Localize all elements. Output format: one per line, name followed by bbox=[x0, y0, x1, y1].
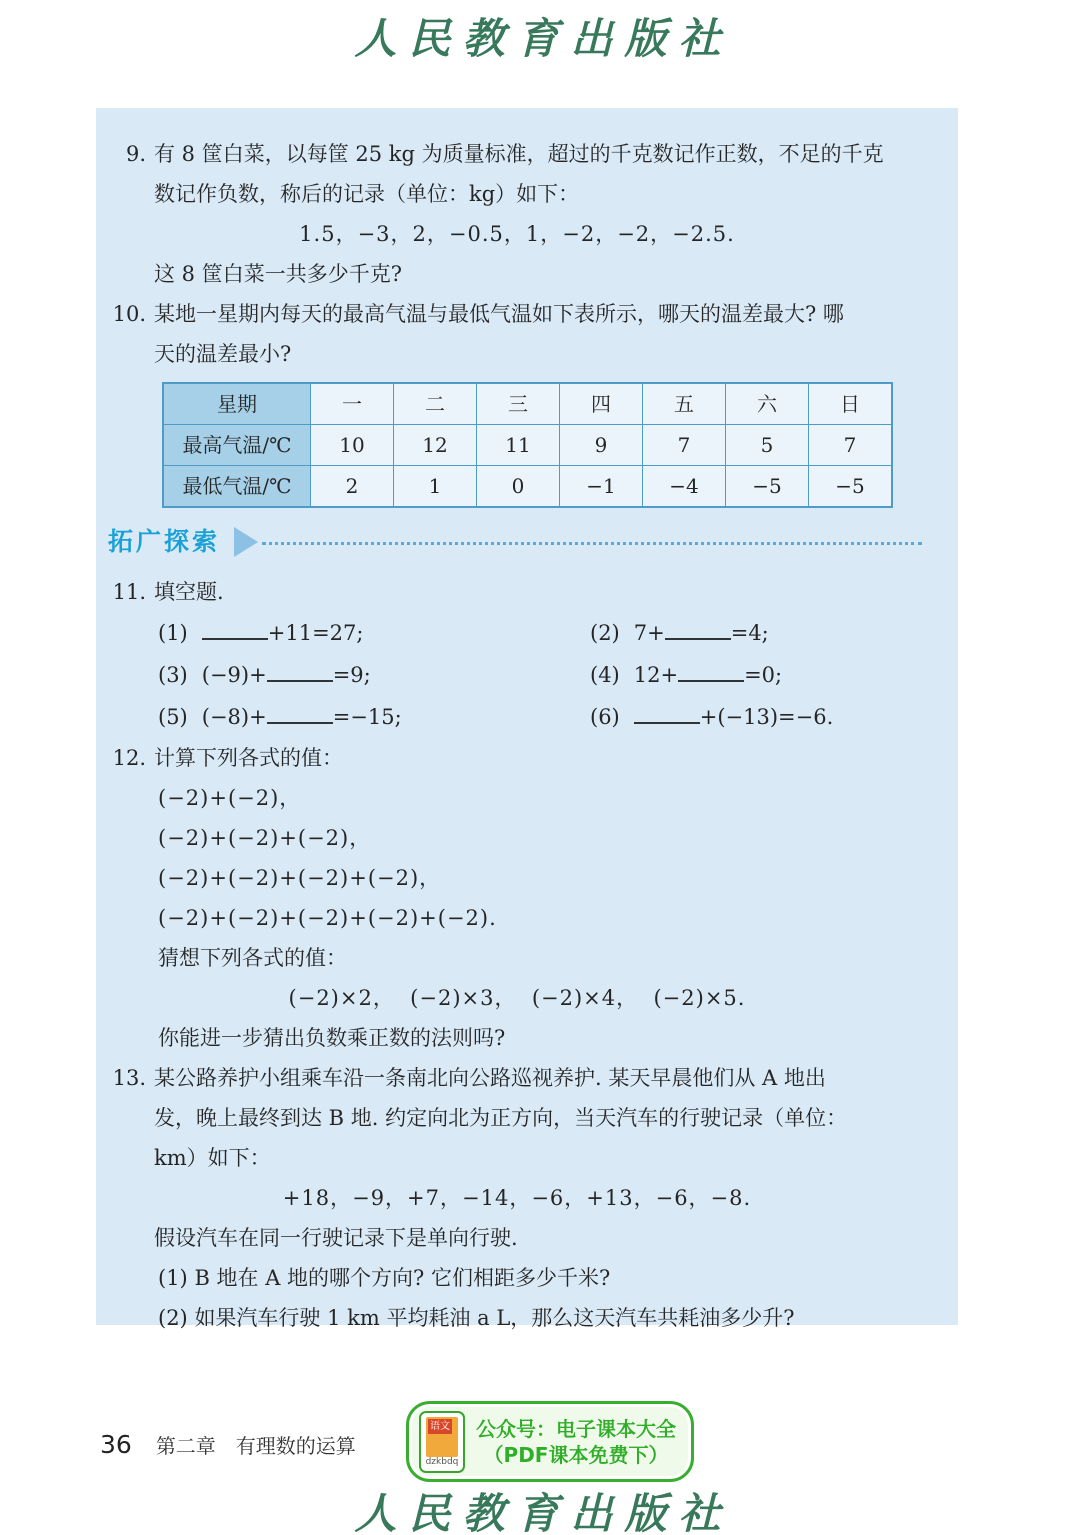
exercise-10-line2: 天的温差最小? bbox=[154, 342, 292, 366]
page-footer bbox=[100, 1430, 356, 1459]
item-after: +(−13)=−6. bbox=[699, 705, 834, 729]
table-cell: −4 bbox=[643, 466, 726, 508]
exercise-12-expr-1: (−2)+(−2)， bbox=[158, 786, 302, 810]
table-cell: 5 bbox=[726, 425, 809, 466]
item-after: =−15; bbox=[332, 705, 402, 729]
exercise-12-guess-label: 猜想下列各式的值： bbox=[158, 946, 347, 970]
exercise-13-q2 bbox=[158, 1298, 922, 1338]
item-label: (6) bbox=[590, 705, 620, 729]
exercise-12-expr-3: (−2)+(−2)+(−2)+(−2)， bbox=[158, 866, 442, 890]
exercise-12-title bbox=[112, 738, 922, 778]
exercise-number: 13. bbox=[112, 1066, 146, 1090]
exercise-9-values: 1.5，−3，2，−0.5，1，−2，−2，−2.5. bbox=[299, 222, 735, 246]
table-header-row bbox=[163, 383, 892, 425]
table-header-cell: 三 bbox=[477, 383, 560, 425]
exercise-9-line1 bbox=[112, 134, 922, 174]
item-after: +11=27; bbox=[267, 621, 364, 645]
fill-blank-grid bbox=[158, 612, 922, 738]
table-cell: −5 bbox=[726, 466, 809, 508]
table-header-cell: 一 bbox=[311, 383, 394, 425]
exercise-13-q1 bbox=[158, 1258, 922, 1298]
item-before: (−8)+ bbox=[201, 705, 267, 729]
exercise-13-line1 bbox=[112, 1058, 922, 1098]
triangle-arrow-icon bbox=[234, 527, 258, 557]
publisher-logo-top: 人民教育出版社 bbox=[354, 14, 733, 63]
exercise-number: 10. bbox=[112, 302, 146, 326]
item-label: (1) bbox=[158, 1266, 188, 1290]
exercise-9-line2: 数记作负数，称后的记录（单位：kg）如下： bbox=[154, 182, 580, 206]
table-cell: 12 bbox=[394, 425, 477, 466]
exercise-number: 9. bbox=[125, 142, 146, 166]
table-cell: 0 bbox=[477, 466, 560, 508]
book-cover bbox=[426, 1417, 458, 1457]
publisher-logo-bottom: 人民教育出版社 bbox=[354, 1489, 733, 1535]
item-after: =9; bbox=[332, 663, 371, 687]
exercise-11-title bbox=[112, 572, 922, 612]
fill-blank-item-3 bbox=[158, 654, 590, 696]
fill-blank-item-5 bbox=[158, 696, 590, 738]
item-label: (1) bbox=[158, 621, 188, 645]
answer-blank bbox=[267, 659, 333, 682]
table-cell: 2 bbox=[311, 466, 394, 508]
book-title: 语文 bbox=[430, 1420, 450, 1432]
item-before: 7+ bbox=[633, 621, 665, 645]
section-title: 拓广探索 bbox=[108, 527, 221, 556]
table-cell: 7 bbox=[643, 425, 726, 466]
answer-blank bbox=[634, 701, 700, 724]
exercise-text: 有 8 筐白菜，以每筐 25 kg 为质量标准，超过的千克数记作正数，不足的千克 bbox=[154, 142, 884, 166]
answer-blank bbox=[665, 617, 731, 640]
exercise-12-expr-2: (−2)+(−2)+(−2)， bbox=[158, 826, 372, 850]
exercise-10-line1 bbox=[112, 294, 922, 334]
item-label: (2) bbox=[158, 1306, 188, 1330]
item-before: (−9)+ bbox=[201, 663, 267, 687]
table-header-cell: 星期 bbox=[163, 383, 311, 425]
question-text: B 地在 A 地的哪个方向? 它们相距多少千米? bbox=[194, 1266, 611, 1290]
item-label: (2) bbox=[590, 621, 620, 645]
exercise-text: 某公路养护小组乘车沿一条南北向公路巡视养护. 某天早晨他们从 A 地出 bbox=[154, 1066, 826, 1090]
badge-line-2: （PDF课本免费下） bbox=[483, 1442, 669, 1467]
exercise-13-line2: 发，晚上最终到达 B 地. 约定向北为正方向，当天汽车的行驶记录（单位： bbox=[154, 1106, 848, 1130]
exercise-text: 填空题. bbox=[154, 580, 224, 604]
exercise-13-values: +18，−9，+7，−14，−6，+13，−6，−8. bbox=[282, 1186, 752, 1210]
table-row-label: 最低气温/℃ bbox=[163, 466, 311, 508]
table-header-cell: 五 bbox=[643, 383, 726, 425]
exercise-13-note: 假设汽车在同一行驶记录下是单向行驶. bbox=[154, 1226, 518, 1250]
table-cell: 10 bbox=[311, 425, 394, 466]
item-before: 12+ bbox=[633, 663, 679, 687]
page-number: 36 bbox=[100, 1430, 132, 1459]
temperature-table bbox=[162, 382, 893, 508]
table-header-cell: 日 bbox=[809, 383, 893, 425]
fill-blank-item-4 bbox=[590, 654, 922, 696]
phone-book-icon bbox=[419, 1411, 465, 1473]
item-after: =0; bbox=[744, 663, 783, 687]
table-cell: −1 bbox=[560, 466, 643, 508]
exercise-12-expr-4: (−2)+(−2)+(−2)+(−2)+(−2). bbox=[158, 906, 497, 930]
exercise-text: 计算下列各式的值： bbox=[154, 746, 343, 770]
answer-blank bbox=[202, 617, 268, 640]
table-cell: −5 bbox=[809, 466, 893, 508]
table-row-label: 最高气温/℃ bbox=[163, 425, 311, 466]
chapter-title: 第二章 有理数的运算 bbox=[155, 1434, 356, 1458]
fill-blank-item-2 bbox=[590, 612, 922, 654]
dotted-line bbox=[262, 542, 922, 545]
table-row-high-temp bbox=[163, 425, 892, 466]
table-header-cell: 六 bbox=[726, 383, 809, 425]
table-cell: 1 bbox=[394, 466, 477, 508]
exercise-number: 11. bbox=[112, 580, 146, 604]
item-label: (3) bbox=[158, 663, 188, 687]
answer-blank bbox=[678, 659, 744, 682]
wechat-channel-badge bbox=[406, 1401, 694, 1482]
exercise-9-question: 这 8 筐白菜一共多少千克? bbox=[154, 262, 402, 286]
item-label: (4) bbox=[590, 663, 620, 687]
badge-text bbox=[473, 1416, 679, 1468]
table-header-cell: 四 bbox=[560, 383, 643, 425]
answer-blank bbox=[267, 701, 333, 724]
exercise-12-guess-values: (−2)×2， (−2)×3， (−2)×4， (−2)×5. bbox=[288, 986, 746, 1010]
table-header-cell: 二 bbox=[394, 383, 477, 425]
exercise-13-line3: km）如下： bbox=[154, 1146, 271, 1170]
icon-caption: dzkbdq bbox=[425, 1456, 459, 1467]
table-row-low-temp bbox=[163, 466, 892, 508]
table-cell: 11 bbox=[477, 425, 560, 466]
item-label: (5) bbox=[158, 705, 188, 729]
table-cell: 7 bbox=[809, 425, 893, 466]
fill-blank-item-1 bbox=[158, 612, 590, 654]
table-cell: 9 bbox=[560, 425, 643, 466]
fill-blank-item-6 bbox=[590, 696, 922, 738]
exercise-text: 某地一星期内每天的最高气温与最低气温如下表所示，哪天的温差最大? 哪 bbox=[154, 302, 844, 326]
exercises-panel bbox=[96, 108, 958, 1330]
item-after: =4; bbox=[730, 621, 769, 645]
exercise-number: 12. bbox=[112, 746, 146, 770]
badge-line-1: 公众号：电子课本大全 bbox=[476, 1416, 676, 1441]
question-text: 如果汽车行驶 1 km 平均耗油 a L，那么这天汽车共耗油多少升? bbox=[194, 1306, 795, 1330]
section-header bbox=[108, 520, 922, 564]
exercise-12-question: 你能进一步猜出负数乘正数的法则吗? bbox=[158, 1026, 506, 1050]
